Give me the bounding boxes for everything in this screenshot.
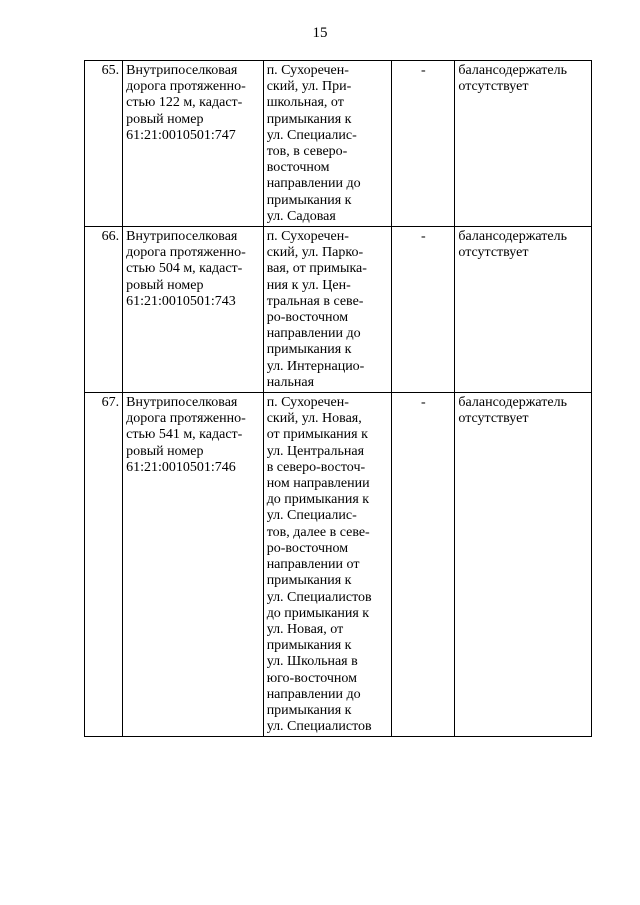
location-cell-line: примыкания к bbox=[266, 111, 352, 127]
location-cell-line: до примыкания к bbox=[266, 605, 370, 621]
location-cell-line: тов, в северо- bbox=[266, 144, 348, 160]
object-name-cell-line: стью 122 м, кадаст- bbox=[126, 95, 243, 111]
location-cell-line: ул. Новая, от bbox=[266, 621, 344, 637]
location-cell-line: ул. Школьная в bbox=[266, 654, 358, 670]
location-cell-line: примыкания к bbox=[266, 702, 352, 718]
location-cell-line: направлении до bbox=[266, 686, 361, 702]
location-cell-line: восточном bbox=[266, 160, 330, 176]
object-name-cell-line: 61:21:0010501:743 bbox=[126, 293, 236, 309]
location-cell-line: от примыкания к bbox=[266, 427, 368, 443]
object-name-cell-line: ровый номер bbox=[126, 111, 204, 127]
location-cell-line: примыкания к bbox=[266, 192, 352, 208]
balance-holder-cell-line: балансодержатель bbox=[458, 229, 567, 245]
balance-holder-cell-line: отсутствует bbox=[458, 411, 529, 427]
object-name-cell-line: 61:21:0010501:747 bbox=[126, 127, 236, 143]
location-cell-line: примыкания к bbox=[266, 342, 352, 358]
location-cell-line: п. Сухоречен- bbox=[266, 63, 349, 78]
object-name-cell bbox=[123, 61, 264, 227]
row-number-cell: 66. bbox=[85, 227, 123, 393]
table-row bbox=[85, 227, 592, 393]
location-cell-line: ул. Специалис- bbox=[266, 508, 357, 524]
object-name-cell-line: Внутрипоселковая bbox=[126, 395, 238, 411]
object-name-cell-line: ровый номер bbox=[126, 443, 204, 459]
object-name-cell-line: стью 504 м, кадаст- bbox=[126, 261, 243, 277]
location-cell-line: нальная bbox=[266, 374, 315, 390]
location-cell-line: вая, от примыка- bbox=[266, 261, 367, 277]
balance-holder-cell bbox=[455, 393, 592, 737]
table-row bbox=[85, 61, 592, 227]
location-cell-line: ский, ул. При- bbox=[266, 79, 352, 95]
page-number: 15 bbox=[312, 25, 328, 41]
row-number-cell: 67. bbox=[85, 393, 123, 737]
object-name-cell-line: Внутрипоселковая bbox=[126, 229, 238, 245]
location-cell-line: ном направлении bbox=[266, 476, 370, 492]
location-cell-line: направлении до bbox=[266, 326, 361, 342]
object-name-cell-line: Внутрипоселковая bbox=[126, 63, 238, 78]
location-cell-line: примыкания к bbox=[266, 638, 352, 654]
location-cell-line: школьная, от bbox=[266, 95, 344, 111]
location-cell bbox=[263, 61, 392, 227]
location-cell-line: п. Сухоречен- bbox=[266, 229, 349, 245]
object-name-cell-line: 61:21:0010501:746 bbox=[126, 459, 236, 475]
dash-cell: - bbox=[392, 393, 455, 737]
object-name-cell-line: ровый номер bbox=[126, 277, 204, 293]
location-cell-line: ский, ул. Парко- bbox=[266, 245, 364, 261]
object-name-cell bbox=[123, 227, 264, 393]
table-body bbox=[85, 61, 592, 737]
location-cell-line: ул. Центральная bbox=[266, 443, 365, 459]
row-number-cell: 65. bbox=[85, 61, 123, 227]
object-name-cell-line: дорога протяженно- bbox=[126, 245, 246, 261]
location-cell-line: примыкания к bbox=[266, 573, 352, 589]
balance-holder-cell-line: балансодержатель bbox=[458, 395, 567, 411]
object-name-cell bbox=[123, 393, 264, 737]
location-cell bbox=[263, 227, 392, 393]
location-cell-line: ул. Специалистов bbox=[266, 589, 372, 605]
object-name-cell-line: дорога протяженно- bbox=[126, 411, 246, 427]
location-cell-line: ро-восточном bbox=[266, 310, 349, 326]
location-cell-line: ул. Специалис- bbox=[266, 127, 357, 143]
location-cell-line: ул. Интернацио- bbox=[266, 358, 365, 374]
location-cell-line: юго-восточном bbox=[266, 670, 357, 686]
location-cell-line: в северо-восточ- bbox=[266, 459, 366, 475]
table-row bbox=[85, 393, 592, 737]
location-cell-line: ул. Специалистов bbox=[266, 719, 372, 735]
road-registry-table bbox=[84, 60, 592, 737]
dash-cell: - bbox=[392, 227, 455, 393]
location-cell-line: тов, далее в севе- bbox=[266, 524, 370, 540]
balance-holder-cell-line: отсутствует bbox=[458, 245, 529, 261]
dash-cell: - bbox=[392, 61, 455, 227]
location-cell-line: до примыкания к bbox=[266, 492, 370, 508]
location-cell-line: ский, ул. Новая, bbox=[266, 411, 362, 427]
location-cell-line: ния к ул. Цен- bbox=[266, 277, 351, 293]
location-cell-line: тральная в севе- bbox=[266, 293, 364, 309]
location-cell-line: направлении до bbox=[266, 176, 361, 192]
location-cell-line: ро-восточном bbox=[266, 540, 349, 556]
location-cell-line: направлении от bbox=[266, 557, 360, 573]
location-cell-line: ул. Садовая bbox=[266, 208, 336, 224]
balance-holder-cell bbox=[455, 61, 592, 227]
balance-holder-cell-line: отсутствует bbox=[458, 79, 529, 95]
balance-holder-cell bbox=[455, 227, 592, 393]
location-cell bbox=[263, 393, 392, 737]
balance-holder-cell-line: балансодержатель bbox=[458, 63, 567, 78]
object-name-cell-line: стью 541 м, кадаст- bbox=[126, 427, 243, 443]
location-cell-line: п. Сухоречен- bbox=[266, 395, 349, 411]
object-name-cell-line: дорога протяженно- bbox=[126, 79, 246, 95]
